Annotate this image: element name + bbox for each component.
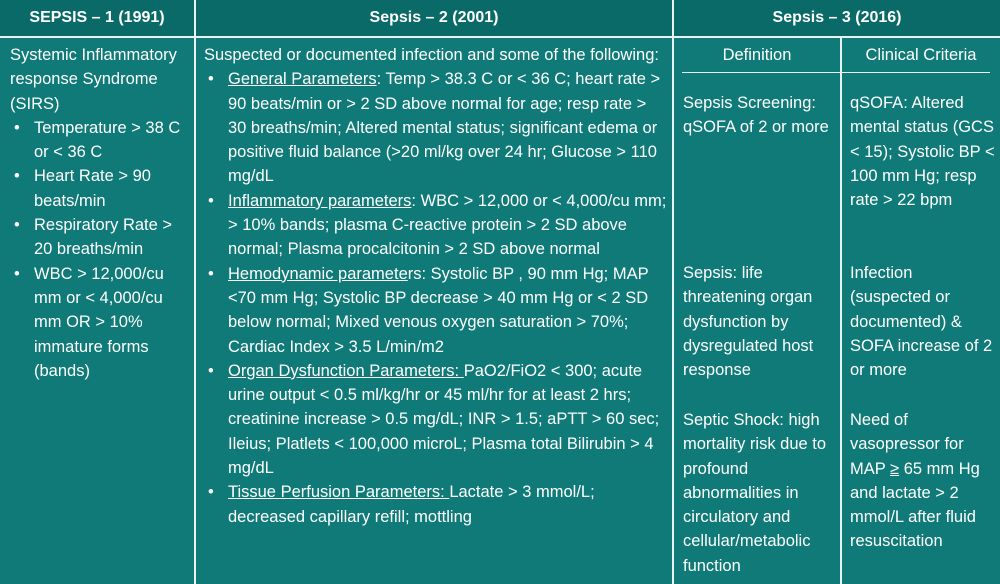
parameter-text: PaO2/FiO2 < 300; acute urine output < 0.5 ml/kg/hr or 45 ml/hr for at least 2 hrs; creatinine increase > 0.5 mg/dL; INR > 1.5; aPTT > 60 sec; Ileius; Platlets < 100,000 microL; Plasma total Bilirubin > 4 mg/dL (228, 361, 660, 478)
definition-sepsis: Sepsis: life threatening organ dysfunction by dysregulated host response (683, 264, 814, 380)
sirs-intro: Systemic Inflammatory response Syndrome (SIRS) (10, 46, 177, 113)
header-sepsis-3: Sepsis – 3 (2016) (674, 0, 1000, 38)
list-item: • Heart Rate > 90 beats/min (10, 164, 190, 213)
list-item: • Respiratory Rate > 20 breaths/min (10, 213, 190, 262)
parameter-title: Hemodynamic paramete (228, 264, 408, 283)
criteria-sepsis: Infection (suspected or documented) & SOFA increase of 2 or more (850, 264, 993, 380)
column-divider (194, 0, 196, 584)
clinical-criteria-subheader: Clinical Criteria (865, 45, 977, 64)
sepsis-1-cell (10, 43, 190, 383)
list-item (204, 480, 668, 529)
list-item: • Temperature > 38 C or < 36 C (10, 116, 190, 165)
greater-equal-symbol: ≥ (890, 459, 900, 478)
sepsis-2-parameter-list (204, 67, 668, 529)
list-item (204, 67, 668, 188)
parameter-text: Lactate > 3 mmol/L; decreased capillary refill; mottling (228, 483, 595, 526)
parameter-title: General Parameters (228, 70, 377, 89)
list-item (204, 262, 668, 359)
list-item: • WBC > 12,000/cu mm or < 4,000/cu mm OR > 10% immature forms (bands) (10, 262, 190, 383)
definition-screening: Sepsis Screening: qSOFA of 2 or more (683, 94, 829, 137)
list-item (204, 359, 668, 480)
parameter-title: Organ Dysfunction Parameters: (228, 361, 464, 380)
criteria-septic-shock (850, 408, 996, 554)
header-sepsis-2: Sepsis – 2 (2001) (196, 0, 672, 38)
parameter-text: : WBC > 12,000 or < 4,000/cu mm; > 10% bands; plasma C-reactive protein > 2 SD above normal; Plasma procalcitonin > 2 SD above normal (228, 191, 667, 259)
column-divider (672, 0, 674, 584)
parameter-title: Tissue Perfusion Parameters: (228, 483, 450, 502)
sepsis-2-cell (204, 43, 668, 529)
criteria-text: Need of vasopressor for MAP (850, 411, 964, 478)
criteria-qsofa: qSOFA: Altered mental status (GCS < 15); Systolic BP < 100 mm Hg; resp rate > 22 bpm (850, 94, 995, 210)
sirs-criteria-list (10, 116, 190, 383)
parameter-title: Inflammatory parameters (228, 191, 412, 210)
parameter-text: : Temp > 38.3 C or < 36 C; heart rate > 90 beats/min or > 2 SD above normal for age; resp rate > 30 breaths/min; Altered mental status; significant edema or positive fluid balance (>20 ml/kg over 24 hr; Glucose > 110 mg/dL (228, 70, 661, 186)
definition-subheader: Definition (722, 45, 792, 64)
header-sepsis-1: SEPSIS – 1 (1991) (0, 0, 194, 38)
subheader-divider (682, 72, 990, 73)
sepsis-2-intro: Suspected or documented infection and some of the following: (204, 46, 659, 64)
criteria-text: 65 mm Hg and lactate > 2 mmol/L after fluid resuscitation (850, 459, 980, 551)
parameter-text: rs: Systolic BP , 90 mm Hg; MAP <70 mm Hg; Systolic BP decrease > 40 mm Hg or < 2 SD below normal; Mixed venous oxygen saturation > 70%; Cardiac Index > 3.5 L/min/m2 (228, 264, 649, 356)
list-item (204, 189, 668, 262)
definition-septic-shock: Septic Shock: high mortality risk due to profound abnormalities in circulatory and cellular/metabolic function (683, 411, 827, 575)
column-divider (840, 38, 842, 584)
